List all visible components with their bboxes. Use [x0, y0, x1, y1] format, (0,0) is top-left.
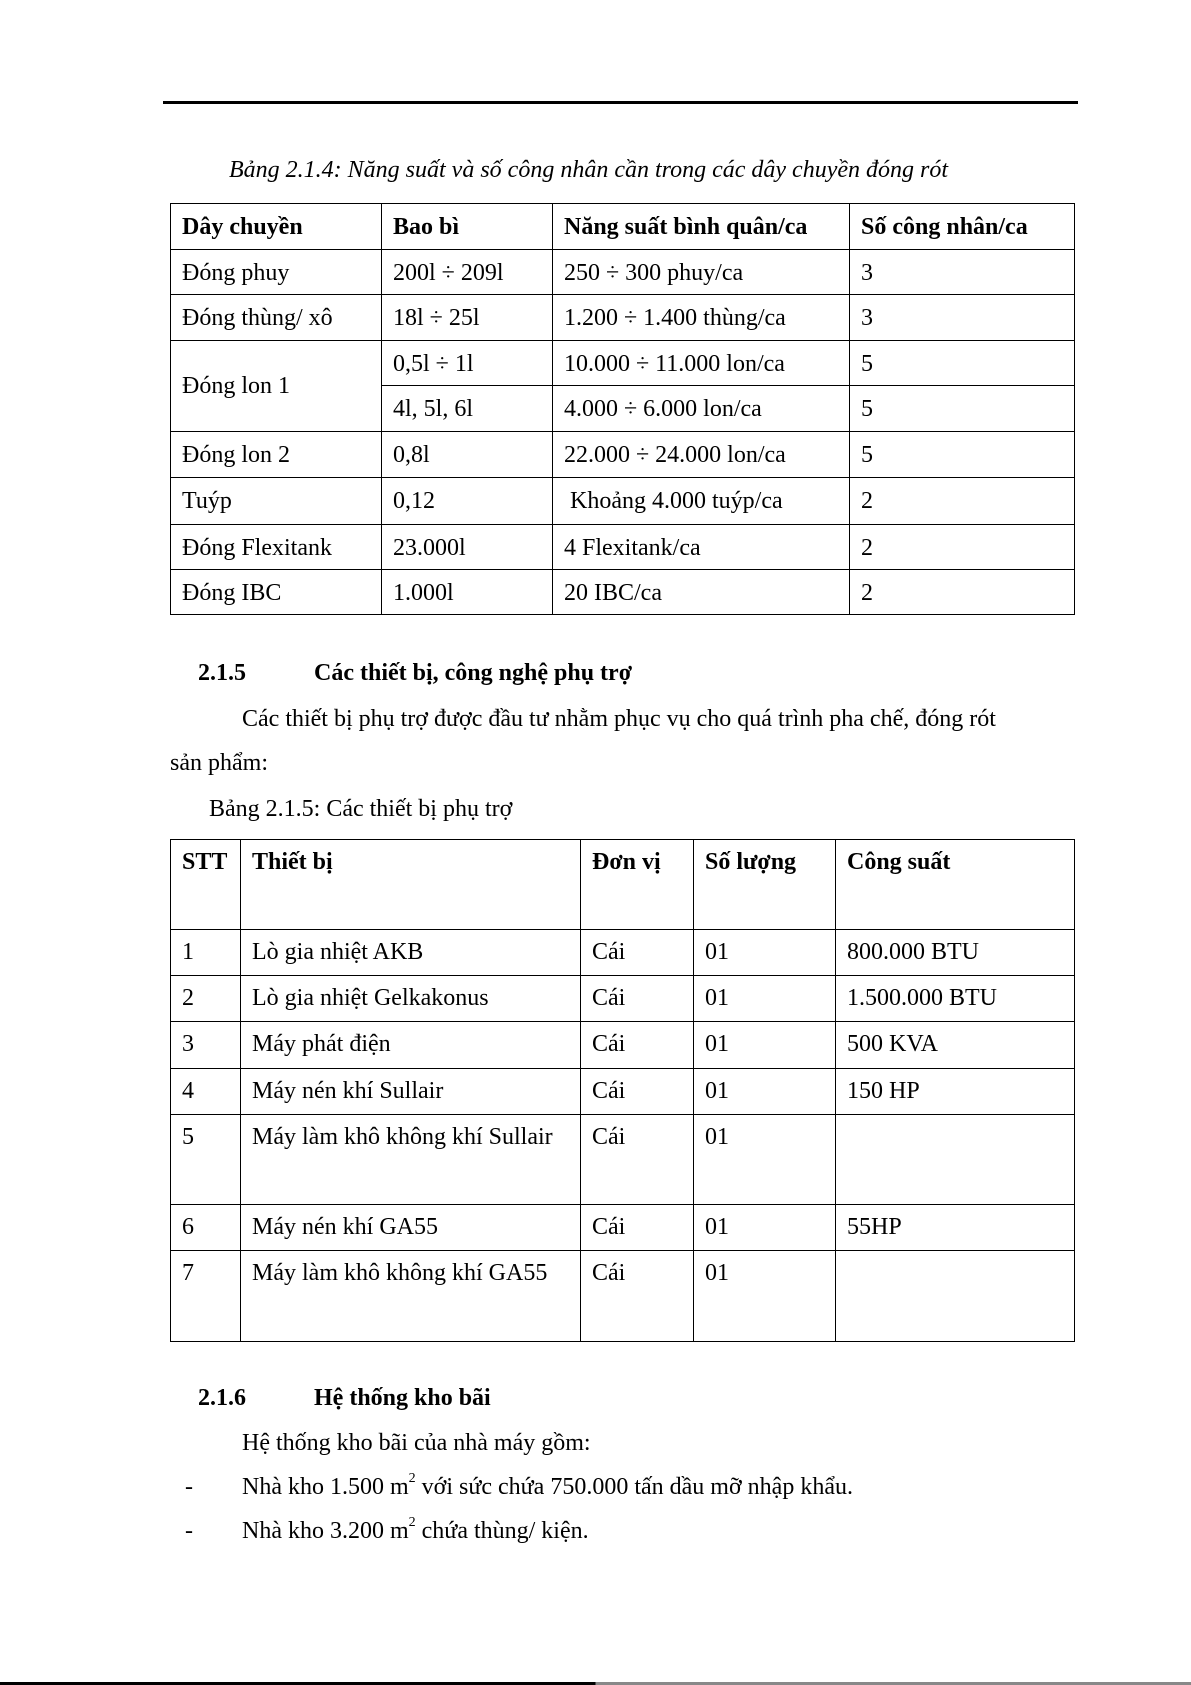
cell-line: Đóng thùng/ xô [171, 295, 382, 341]
cell-power: 150 HP [836, 1069, 1075, 1115]
table-header-row [171, 840, 1075, 930]
bullet-text: với sức chứa 750.000 tấn dầu mỡ nhập khẩu. [415, 1474, 853, 1500]
cell-packaging: 0,12 [382, 478, 553, 525]
cell-power: 55HP [836, 1205, 1075, 1251]
cell-packaging: 0,5l ÷ 1l [382, 341, 553, 386]
header-cell: Thiết bị [241, 840, 581, 930]
superscript: 2 [408, 1515, 416, 1530]
cell-capacity: 20 IBC/ca [553, 570, 850, 615]
cell-qty: 01 [694, 1022, 836, 1069]
cell-packaging: 1.000l [382, 570, 553, 615]
section-title: Các thiết bị, công nghệ phụ trợ [314, 660, 632, 686]
cell-unit: Cái [581, 976, 694, 1022]
cell-workers: 5 [850, 432, 1075, 478]
header-cell: Đơn vị [581, 840, 694, 930]
table-row [171, 1069, 1075, 1115]
cell-line: Đóng lon 1 [171, 341, 382, 432]
cell-unit: Cái [581, 1251, 694, 1342]
header-cell: Số công nhân/ca [850, 204, 1075, 250]
cell-qty: 01 [694, 1205, 836, 1251]
header-cell: STT [171, 840, 241, 930]
cell-packaging: 23.000l [382, 525, 553, 570]
cell-line: Đóng Flexitank [171, 525, 382, 570]
cell-power: 500 KVA [836, 1022, 1075, 1069]
cell-unit: Cái [581, 1022, 694, 1069]
cell-qty: 01 [694, 976, 836, 1022]
table-row [171, 1251, 1075, 1342]
table-row [171, 1115, 1075, 1205]
cell-qty: 01 [694, 1069, 836, 1115]
cell-stt: 5 [171, 1115, 241, 1205]
cell-qty: 01 [694, 930, 836, 976]
bullet-item [242, 1471, 853, 1501]
cell-stt: 7 [171, 1251, 241, 1342]
table1-caption: Bảng 2.1.4: Năng suất và số công nhân cần trong các dây chuyền đóng rót [229, 157, 949, 183]
table2-caption: Bảng 2.1.5: Các thiết bị phụ trợ [209, 796, 513, 822]
table-row [171, 1022, 1075, 1069]
cell-packaging: 4l, 5l, 6l [382, 386, 553, 432]
paragraph-line: Hệ thống kho bãi của nhà máy gồm: [242, 1430, 591, 1456]
paragraph-line: Các thiết bị phụ trợ được đầu tư nhằm phục vụ cho quá trình pha chế, đóng rót [242, 706, 996, 732]
cell-packaging: 0,8l [382, 432, 553, 478]
cell-packaging: 200l ÷ 209l [382, 250, 553, 295]
cell-device: Lò gia nhiệt Gelkakonus [241, 976, 581, 1022]
cell-capacity: 22.000 ÷ 24.000 lon/ca [553, 432, 850, 478]
cell-unit: Cái [581, 930, 694, 976]
cell-stt: 4 [171, 1069, 241, 1115]
cell-capacity: 10.000 ÷ 11.000 lon/ca [553, 341, 850, 386]
bullet-dash: - [185, 1518, 193, 1544]
cell-capacity: 4 Flexitank/ca [553, 525, 850, 570]
section-number: 2.1.6 [198, 1385, 246, 1411]
bullet-text: Nhà kho 1.500 m [242, 1474, 409, 1500]
cell-device: Máy nén khí GA55 [241, 1205, 581, 1251]
table-row [171, 570, 1075, 615]
cell-device: Máy làm khô không khí GA55 [241, 1251, 581, 1342]
cell-device: Máy nén khí Sullair [241, 1069, 581, 1115]
equipment-table [170, 839, 1075, 1342]
table-row [171, 1205, 1075, 1251]
cell-workers: 2 [850, 570, 1075, 615]
table-row [171, 341, 1075, 386]
table-row [171, 525, 1075, 570]
cell-capacity: Khoảng 4.000 tuýp/ca [553, 478, 850, 525]
cell-line: Đóng IBC [171, 570, 382, 615]
cell-device: Lò gia nhiệt AKB [241, 930, 581, 976]
productivity-table [170, 203, 1075, 615]
cell-device: Máy làm khô không khí Sullair [241, 1115, 581, 1205]
cell-workers: 3 [850, 295, 1075, 341]
cell-power: 1.500.000 BTU [836, 976, 1075, 1022]
bullet-text: chứa thùng/ kiện. [415, 1518, 589, 1544]
cell-stt: 2 [171, 976, 241, 1022]
header-cell: Năng suất bình quân/ca [553, 204, 850, 250]
cell-power [836, 1115, 1075, 1205]
cell-stt: 3 [171, 1022, 241, 1069]
superscript: 2 [408, 1471, 416, 1486]
cell-workers: 2 [850, 478, 1075, 525]
cell-line: Đóng phuy [171, 250, 382, 295]
cell-unit: Cái [581, 1115, 694, 1205]
cell-power [836, 1251, 1075, 1342]
cell-workers: 5 [850, 341, 1075, 386]
cell-qty: 01 [694, 1251, 836, 1342]
cell-capacity: 250 ÷ 300 phuy/ca [553, 250, 850, 295]
table-row [171, 478, 1075, 525]
bullet-item [242, 1515, 589, 1545]
table-row [171, 295, 1075, 341]
cell-workers: 3 [850, 250, 1075, 295]
cell-capacity: 4.000 ÷ 6.000 lon/ca [553, 386, 850, 432]
table-header-row [171, 204, 1075, 250]
cell-device: Máy phát điện [241, 1022, 581, 1069]
cell-unit: Cái [581, 1205, 694, 1251]
bullet-text: Nhà kho 3.200 m [242, 1518, 409, 1544]
section-title: Hệ thống kho bãi [314, 1385, 491, 1411]
table-row [171, 976, 1075, 1022]
cell-packaging: 18l ÷ 25l [382, 295, 553, 341]
table-row [171, 930, 1075, 976]
cell-line: Đóng lon 2 [171, 432, 382, 478]
cell-workers: 5 [850, 386, 1075, 432]
cell-line: Tuýp [171, 478, 382, 525]
section-number: 2.1.5 [198, 660, 246, 686]
paragraph-line: sản phẩm: [170, 750, 268, 776]
table-row [171, 250, 1075, 295]
cell-capacity: 1.200 ÷ 1.400 thùng/ca [553, 295, 850, 341]
cell-power: 800.000 BTU [836, 930, 1075, 976]
header-cell: Công suất [836, 840, 1075, 930]
header-cell: Bao bì [382, 204, 553, 250]
header-cell: Dây chuyền [171, 204, 382, 250]
cell-workers: 2 [850, 525, 1075, 570]
bullet-dash: - [185, 1474, 193, 1500]
header-rule [163, 101, 1078, 104]
cell-unit: Cái [581, 1069, 694, 1115]
cell-qty: 01 [694, 1115, 836, 1205]
table-row [171, 432, 1075, 478]
cell-stt: 1 [171, 930, 241, 976]
header-cell: Số lượng [694, 840, 836, 930]
cell-stt: 6 [171, 1205, 241, 1251]
